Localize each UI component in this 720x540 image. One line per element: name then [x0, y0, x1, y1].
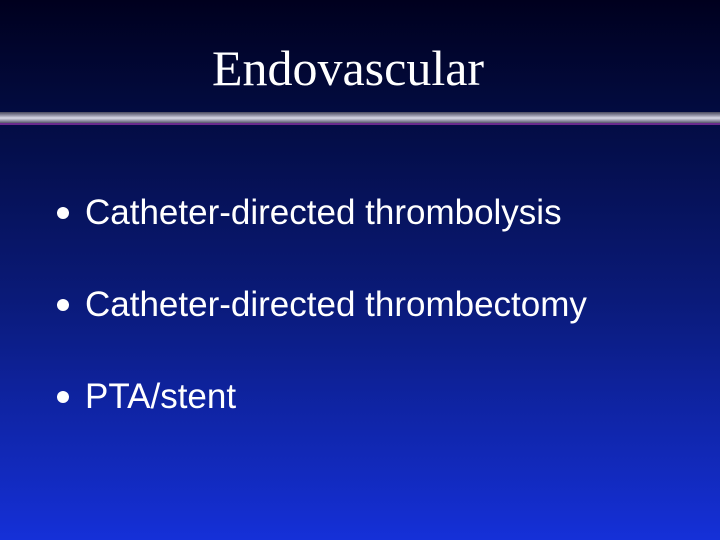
bullet-dot-icon — [57, 391, 69, 403]
bullet-dot-icon — [57, 207, 69, 219]
title-divider-accent — [0, 123, 720, 125]
bullet-text: Catheter-directed thrombectomy — [85, 285, 587, 324]
bullet-list — [56, 186, 587, 462]
bullet-item-thrombectomy — [56, 278, 587, 370]
bullet-text: Catheter-directed thrombolysis — [85, 193, 562, 232]
slide-title: Endovascular — [211, 40, 485, 96]
bullet-item-pta-stent — [56, 370, 587, 462]
bullet-dot-icon — [57, 299, 69, 311]
bullet-text: PTA/stent — [85, 377, 237, 416]
bullet-item-thrombolysis — [56, 186, 587, 278]
